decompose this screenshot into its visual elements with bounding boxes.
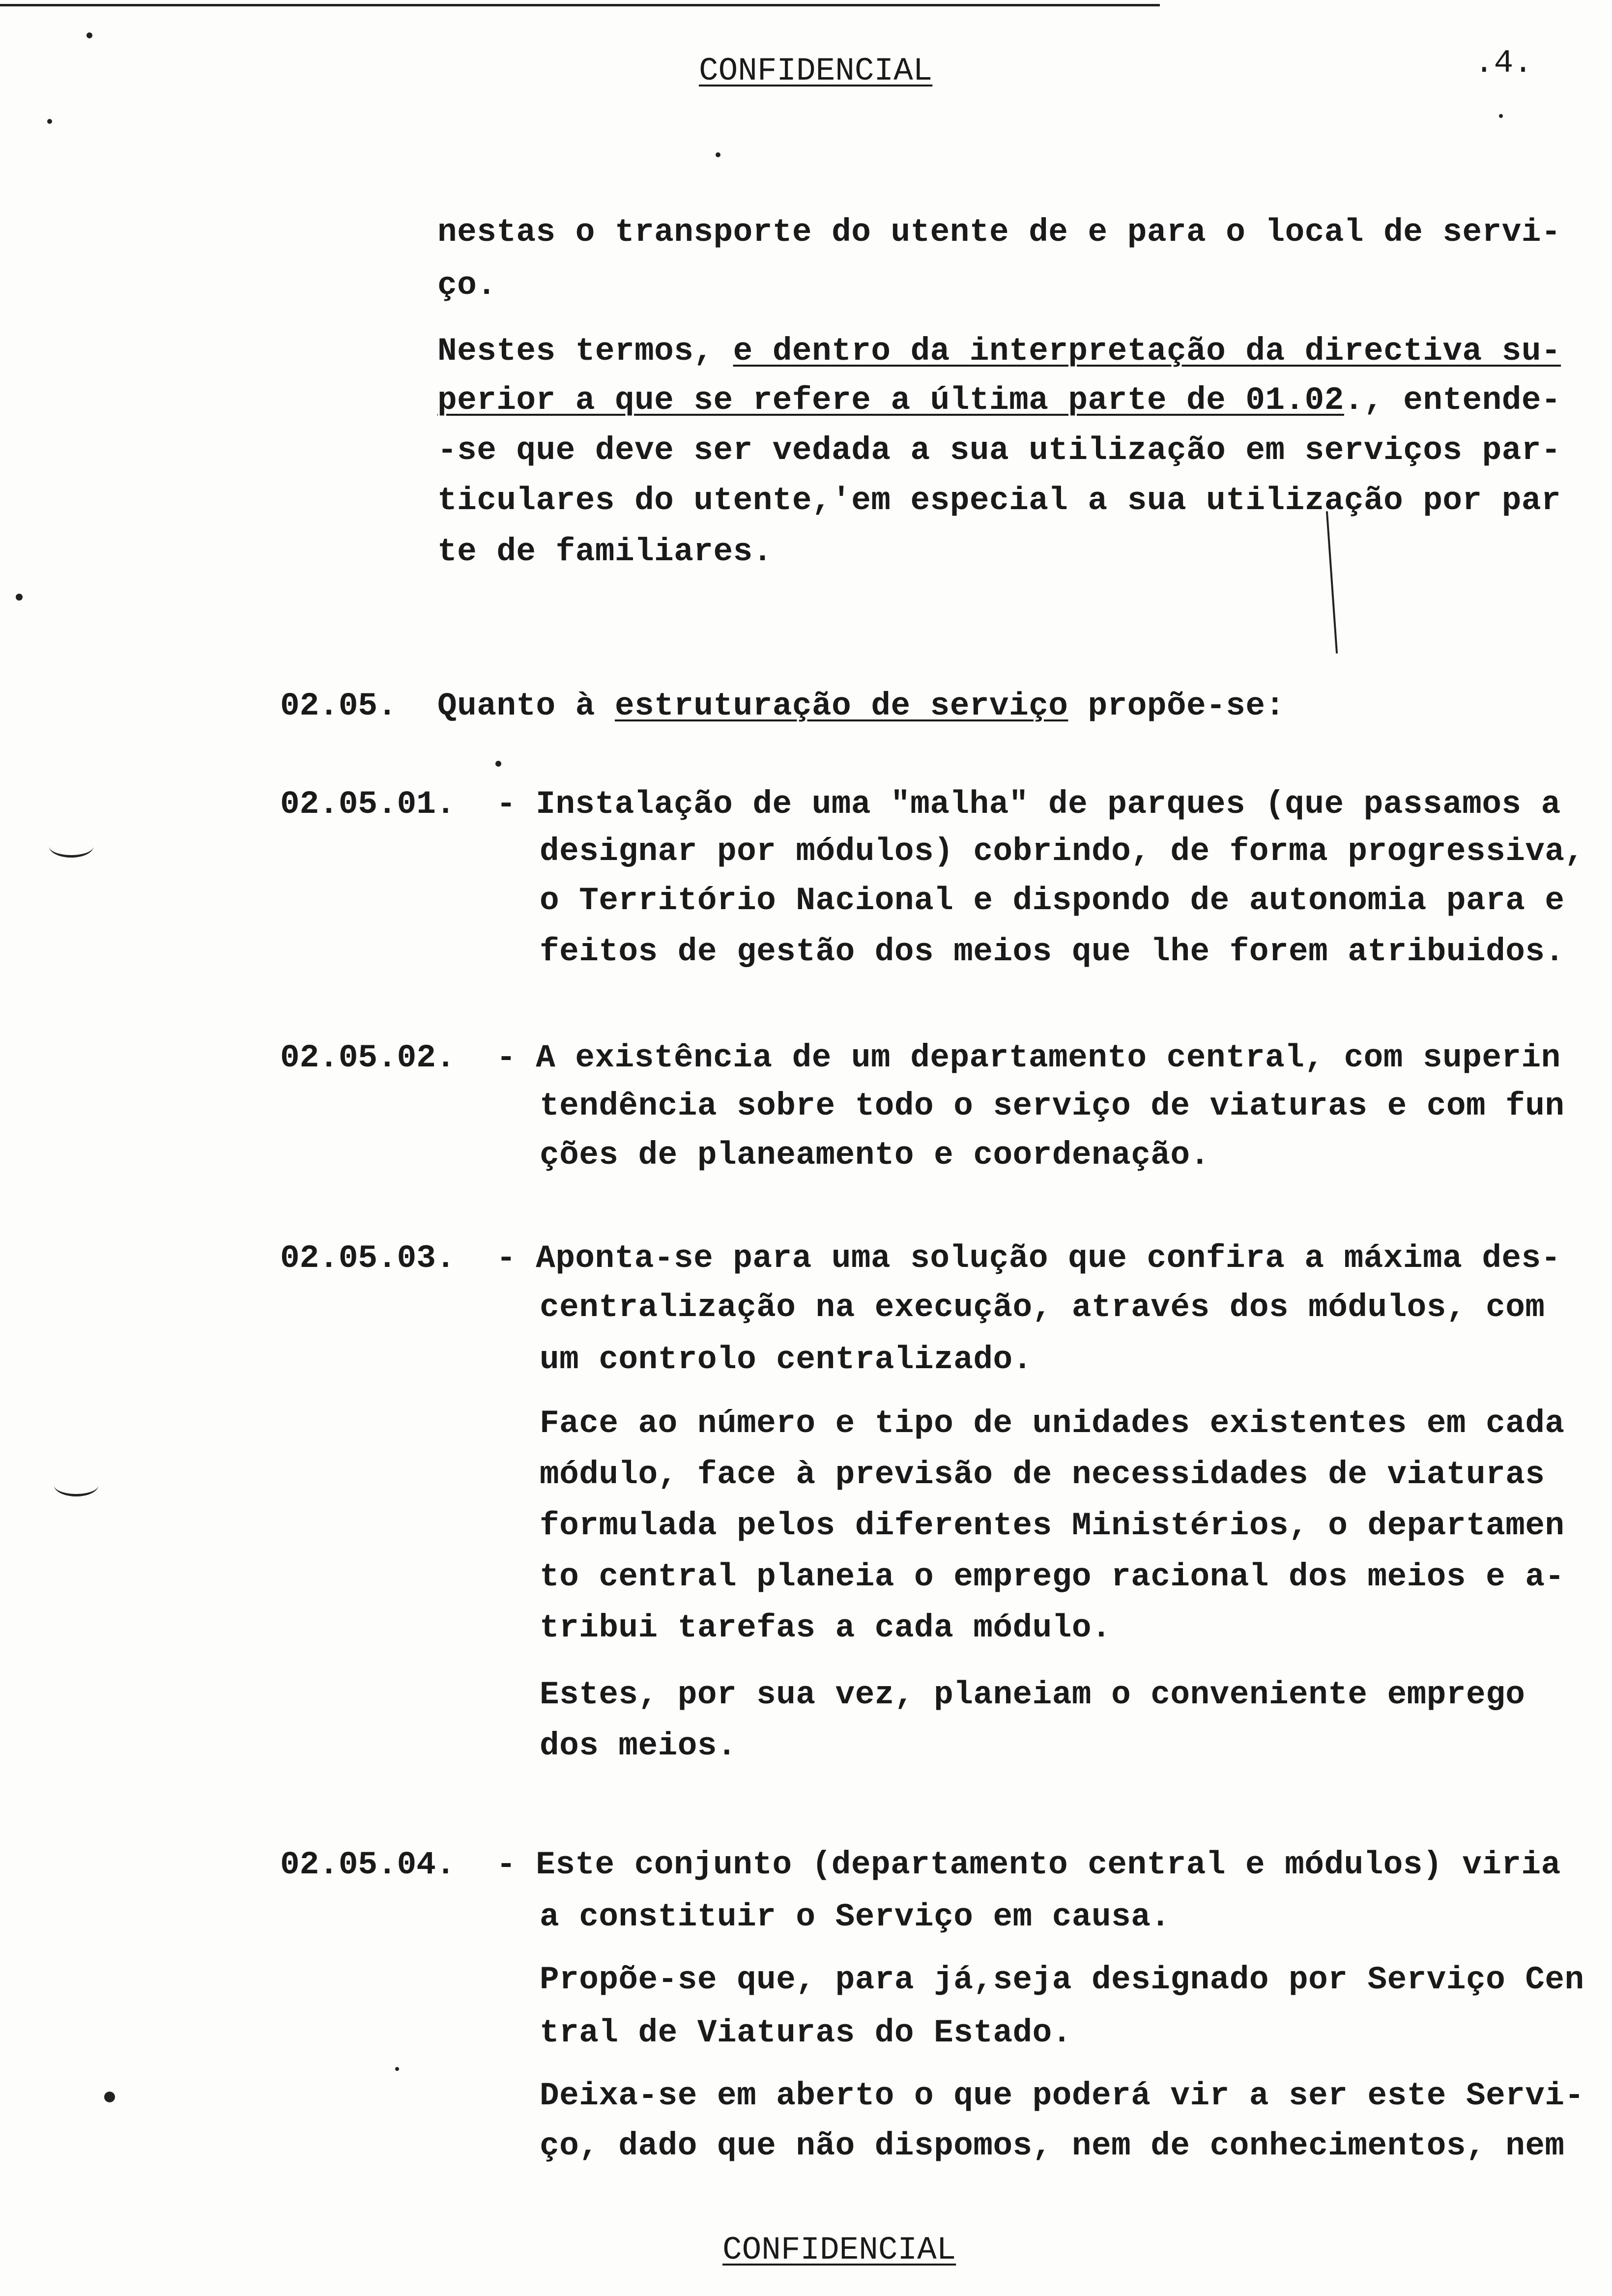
s020501-line-3: o Território Nacional e dispondo de autonomia para e	[540, 882, 1565, 919]
s020501-line-1: - Instalação de uma "malha" de parques (que passamos a	[496, 786, 1561, 823]
s020502-line-2: tendência sobre todo o serviço de viaturas e com fun	[540, 1088, 1565, 1124]
scan-speck	[104, 2092, 115, 2102]
scan-artifact-arc	[49, 835, 93, 858]
s020503-p2-line-1: Face ao número e tipo de unidades existentes em cada	[540, 1405, 1565, 1442]
s020504-line-1: - Este conjunto (departamento central e módulos) viria	[496, 1846, 1561, 1883]
s020502-line-3: ções de planeamento e coordenação.	[540, 1137, 1210, 1174]
scan-speck	[395, 2067, 399, 2071]
scan-speck	[716, 152, 720, 157]
s020503-line-3: um controlo centralizado.	[540, 1341, 1033, 1378]
intro-line-1: nestas o transporte do utente de e para o local de servi-	[437, 214, 1561, 251]
section-number-020503: 02.05.03.	[280, 1240, 456, 1277]
intro-p2-line-5: te de familiares.	[437, 533, 773, 570]
s0205-underlined: estruturação de serviço	[614, 688, 1068, 724]
scan-speck	[16, 594, 23, 601]
s020503-p2-line-5: tribui tarefas a cada módulo.	[540, 1609, 1112, 1646]
s0205-pre: Quanto à	[437, 688, 615, 724]
scan-speck	[495, 761, 501, 767]
handwritten-margin-mark	[1326, 511, 1338, 654]
intro-line-2: ço.	[437, 267, 497, 304]
s020504-p2-line-2: tral de Viaturas do Estado.	[540, 2014, 1072, 2051]
intro-p2-pre: Nestes termos,	[437, 333, 733, 370]
page-number: .4.	[1474, 45, 1533, 82]
top-border-line	[0, 4, 1160, 6]
s020504-p3-line-1: Deixa-se em aberto o que poderá vir a ser este Servi-	[540, 2077, 1584, 2114]
section-number-020501: 02.05.01.	[280, 786, 456, 823]
s020501-line-4: feitos de gestão dos meios que lhe forem atribuidos.	[540, 933, 1565, 970]
section-number-0205: 02.05.	[280, 688, 397, 724]
s020503-line-2: centralização na execução, através dos módulos, com	[540, 1289, 1545, 1326]
scan-speck	[1499, 114, 1503, 118]
section-number-020504: 02.05.04.	[280, 1846, 456, 1883]
section-number-020502: 02.05.02.	[280, 1039, 456, 1076]
intro-p2-line-1	[437, 335, 1561, 368]
intro-p2-line2-underlined: perior a que se refere a última parte de 01.02	[437, 382, 1344, 419]
s020501-line-2: designar por módulos) cobrindo, de forma progressiva,	[540, 833, 1584, 870]
s020503-line-1: - Aponta-se para uma solução que confira a máxima des-	[496, 1240, 1561, 1277]
scan-artifact-arc	[54, 1474, 98, 1496]
intro-p2-line-3: -se que deve ser vedada a sua utilização em serviços par-	[437, 432, 1561, 469]
header-title: CONFIDENCIAL	[699, 53, 933, 89]
footer-title: CONFIDENCIAL	[722, 2232, 956, 2268]
section-0205-text	[437, 690, 1285, 722]
s020504-line-2: a constituir o Serviço em causa.	[540, 1898, 1171, 1935]
intro-p2-line-4: ticulares do utente,'em especial a sua utilização por par	[437, 482, 1561, 519]
s020503-p3-line-2: dos meios.	[540, 1727, 737, 1764]
s020503-p2-line-4: to central planeia o emprego racional dos meios e a-	[540, 1558, 1565, 1595]
s020503-p3-line-1: Estes, por sua vez, planeiam o conveniente emprego	[540, 1676, 1526, 1713]
s020502-line-1: - A existência de um departamento central, com superin	[496, 1039, 1561, 1076]
scan-speck	[86, 32, 92, 38]
s020503-p2-line-2: módulo, face à previsão de necessidades de viaturas	[540, 1456, 1545, 1493]
s0205-post: propõe-se:	[1068, 688, 1285, 724]
s020504-p3-line-2: ço, dado que não dispomos, nem de conhecimentos, nem	[540, 2127, 1565, 2164]
intro-p2-line2-tail: ., entende-	[1344, 382, 1561, 419]
s020503-p2-line-3: formulada pelos diferentes Ministérios, o departamen	[540, 1507, 1565, 1544]
intro-p2-underlined: e dentro da interpretação da directiva su-	[733, 333, 1561, 370]
intro-p2-line-2	[437, 384, 1561, 417]
scan-speck	[47, 119, 52, 124]
s020504-p2-line-1: Propõe-se que, para já,seja designado por Serviço Cen	[540, 1961, 1584, 1998]
